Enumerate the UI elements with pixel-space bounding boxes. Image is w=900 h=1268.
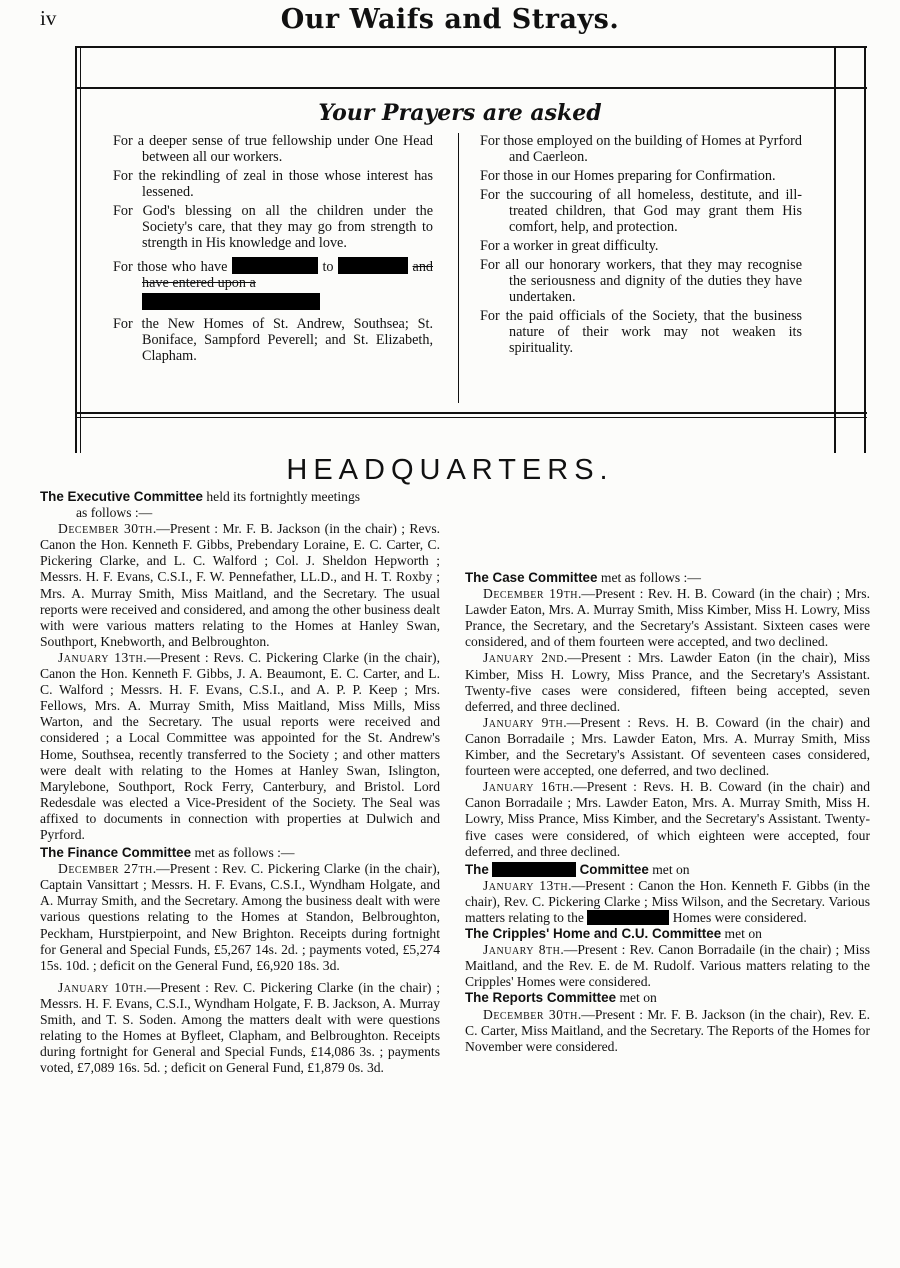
- meeting-entry: [40, 521, 440, 650]
- box-right-rule: [834, 48, 836, 453]
- committee-name: The: [465, 861, 489, 877]
- heading-text: met on: [721, 926, 762, 942]
- heading-text: met as follows :—: [597, 570, 701, 585]
- finance-committee-heading: [40, 845, 440, 861]
- box-bottom-rule: [75, 412, 867, 414]
- meeting-entry: [465, 650, 870, 714]
- redaction-bar: [338, 257, 408, 274]
- redaction-bar: [587, 910, 669, 925]
- meeting-date: December 19th: [483, 586, 579, 602]
- meeting-entry: [40, 861, 440, 974]
- meeting-text: .—Present : Mrs. Lawder Eaton (in the chair), Miss Kimber, Miss H. Lowry, Miss Prance, and the Secretary's Assistant. Twenty-five cases were considered, fifteen being accepted, seven deferred, and three declined.: [465, 650, 870, 714]
- meeting-entry: [465, 1007, 870, 1055]
- prayer-item: For the rekindling of zeal in those whose interest has lessened.: [113, 168, 433, 200]
- meeting-date: January 10th: [58, 979, 144, 995]
- meeting-text: .—Present : Rev. C. Pickering Clarke (in the chair) ; Messrs. H. F. Evans, C.S.I., Wyndham Holgate, F. B. Jackson, A. Murray Smith, and T. S. Soden. Among the matters dealt with were questions relating to the Homes at Byfleet, Clapham, and Belbroughton. Receipts during fortnight for General and Special Funds, £14,086 3s. ; payments voted, £7,089 16s. 5d. ; deficit on General Fund, £1,879 0s. 3d.: [40, 979, 440, 1076]
- meeting-text: .—Present : Revs. H. B. Coward (in the chair) and Canon Borradaile ; Mrs. Lawder Eaton, Mrs. A. Murray Smith, Miss Kimber, and the Secretary's Assistant. Of seventeen cases considered, fourteen were accepted, one deferred, and two declined.: [465, 714, 870, 779]
- executive-committee-heading: [40, 489, 440, 505]
- heading-text: met on: [648, 861, 690, 877]
- prayer-item: For those employed on the building of Homes at Pyrford and Caerleon.: [480, 133, 802, 165]
- meeting-entry: [40, 650, 440, 843]
- meeting-text: .—Present : Mr. F. B. Jackson (in the chair), Rev. E. C. Carter, Miss Maitland, and the Secretary. The Reports of the Homes for November were considered.: [465, 1006, 870, 1054]
- meeting-date: January 16th: [483, 779, 570, 795]
- prayer-text: to: [322, 259, 334, 275]
- box-left-rule-inner: [80, 48, 81, 453]
- cripples-committee-heading: [465, 926, 870, 942]
- meeting-date: January 8th: [483, 942, 561, 958]
- meeting-entry: [465, 878, 870, 926]
- box-right-rule-outer: [864, 48, 866, 453]
- meeting-text: .—Present : Rev. Canon Borradaile (in the chair) ; Miss Maitland, and the Rev. E. de M. Rudolf. Various matters relating to the Cripples' Homes were considered.: [465, 942, 870, 990]
- redacted-committee-heading: [465, 862, 870, 878]
- meeting-entry: [40, 980, 440, 1077]
- prayer-item: For the succouring of all homeless, destitute, and ill-treated children, that God may grant them His comfort, help, and protection.: [480, 187, 802, 235]
- page-number: iv: [40, 6, 57, 30]
- meeting-date: December 30th: [483, 1006, 578, 1022]
- committee-name: The Cripples' Home and C.U. Committee: [465, 926, 722, 942]
- redaction-bar: [492, 862, 576, 877]
- redaction-bar: [232, 257, 318, 274]
- committee-name: The Executive Committee: [40, 489, 203, 504]
- box-column-divider: [458, 133, 459, 403]
- committee-name: The Finance Committee: [40, 845, 192, 861]
- meeting-entry: [465, 586, 870, 650]
- prayers-left-column: [113, 133, 433, 367]
- meeting-text: .—Present : Revs. C. Pickering Clarke (in the chair), Canon the Hon. Kenneth F. Gibbs, J. A. Beaumont, E. C. Carter, and L. C. Walford ; Messrs. H. F. Evans, C.S.I., and A. P. P. Keep ; Mrs. Fellows, Mrs. A. Murray Smith, Miss Maitland, Miss Mills, Miss Warton, and the Secretary. The usual reports were received and considered ; a Local Committee was appointed for the St. Andrew's Home, Southsea, recently transferred to the Society ; and other matters were dealt with relating to the Homes at Hanley Swan, Islington, Marylebone, Southport, Rock Ferry, Canterbury, and Bristol. Lord Redesdale was elected a Vice-President of the Society. The Seal was affixed to documents in connection with properties at Dulwich and Pyrford.: [40, 649, 440, 842]
- box-top-rule: [75, 46, 867, 48]
- prayer-item: For those in our Homes preparing for Confirmation.: [480, 168, 776, 184]
- meeting-text: .—Present : Rev. H. B. Coward (in the chair) ; Mrs. Lawder Eaton, Mrs. A. Murray Smith, Miss Kimber, Miss H. Lowry, Miss Prance, the Secretary, and the Secretary's Assistant. Sixteen cases were considered, and of them fourteen were accepted, and two declined.: [465, 586, 870, 650]
- prayer-item: For a deeper sense of true fellowship under One Head between all our workers.: [113, 133, 433, 165]
- box-bottom-rule-2: [75, 417, 867, 418]
- masthead-title: Our Waifs and Strays.: [280, 4, 620, 35]
- redaction-bar: [142, 293, 320, 310]
- prayer-item: For the New Homes of St. Andrew, Southsea; St. Boniface, Sampford Peverell; and St. Elizabeth, Clapham.: [113, 316, 433, 364]
- headquarters-title: HEADQUARTERS.: [286, 454, 614, 486]
- prayer-item: For God's blessing on all the children under the Society's care, that they may go from strength to strength in His knowledge and love.: [113, 203, 433, 251]
- meeting-date: January 9th: [483, 714, 564, 730]
- box-top-rule-2: [75, 87, 867, 89]
- meeting-text: Homes were considered.: [672, 909, 807, 925]
- meeting-date: January 13th: [483, 877, 569, 893]
- meeting-date: December 27th: [58, 861, 153, 877]
- meeting-entry: [465, 779, 870, 859]
- meeting-text: .—Present : Mr. F. B. Jackson (in the chair) ; Revs. Canon the Hon. Kenneth F. Gibbs, Prebendary Loraine, E. C. Carter, C. Pickering Clarke, and L. C. Walford ; Col. J. Sheldon Hepworth ; Messrs. H. F. Evans, C.S.I., F. W. Pennefather, LL.D., and H. T. Roxby ; Mrs. A. Murray Smith, Miss Maitland, and the Secretary. The usual reports were received and considered, and among the other business dealt with were various matters relating to the Homes at Hanley Swan, Southport, Knebworth, and Belbroughton.: [40, 521, 441, 649]
- prayer-item: For the paid officials of the Society, that the business nature of their work may not weaken its spirituality.: [480, 308, 802, 356]
- prayer-item: For all our honorary workers, that they may recognise the seriousness and dignity of the duties they have undertaken.: [480, 257, 802, 305]
- meeting-entry: [465, 942, 870, 990]
- box-left-rule: [75, 48, 77, 453]
- meeting-entry: [465, 715, 870, 779]
- committee-name: Committee: [579, 861, 649, 877]
- meeting-date: December 30th: [58, 521, 153, 537]
- committee-name: The Reports Committee: [465, 990, 617, 1006]
- heading-text: held its fortnightly meetings: [202, 489, 361, 504]
- meeting-text: .—Present : Rev. C. Pickering Clarke (in the chair), Captain Vansittart ; Messrs. H. F. Evans, C.S.I., Wyndham Holgate, and A. Murray Smith, and the Secretary. Among the business dealt with were various questions relating to the Homes at Standon, Belbroughton, Peckham, Hurstpierpoint, and New Brighton. Receipts during fortnight for General and Special Funds, £5,267 14s. 2d. ; payments voted, £5,274 15s. 10d. ; deficit on the General Fund, £6,920 18s. 3d.: [40, 861, 440, 973]
- hq-right-column: [465, 570, 870, 1055]
- prayers-right-column: [480, 133, 802, 359]
- meeting-text: .—Present : Canon the Hon. Kenneth F. Gibbs (in the chair), Rev. C. Pickering Clarke ; Miss Wilson, and the Secretary. Various matters relating to the: [465, 877, 871, 925]
- prayer-item: For a worker in great difficulty.: [480, 238, 659, 254]
- committee-name: The Case Committee: [465, 570, 598, 585]
- heading-text: met on: [616, 990, 657, 1006]
- case-committee-heading: [465, 570, 870, 586]
- prayer-text: and have entered upon a: [142, 259, 434, 291]
- meeting-date: January 2nd: [483, 650, 564, 666]
- prayer-text: For those who have: [113, 259, 228, 275]
- reports-committee-heading: [465, 990, 870, 1006]
- meeting-text: .—Present : Revs. H. B. Coward (in the chair) and Canon Borradaile ; Mrs. Lawder Eaton, Mrs. A. Murray Smith, Miss H. Lowry, Miss Prance, Miss Kimber, and the Secretary's Assistant. Twenty-five cases were considered, of which eighteen were accepted, four deferred, and three declined.: [465, 779, 870, 859]
- as-follows: as follows :—: [76, 505, 153, 521]
- hq-left-column: [40, 489, 440, 1076]
- meeting-date: January 13th: [58, 649, 144, 665]
- heading-text: met as follows :—: [191, 845, 295, 861]
- prayers-title: Your Prayers are asked: [318, 100, 602, 126]
- prayer-item-redacted: [113, 257, 433, 310]
